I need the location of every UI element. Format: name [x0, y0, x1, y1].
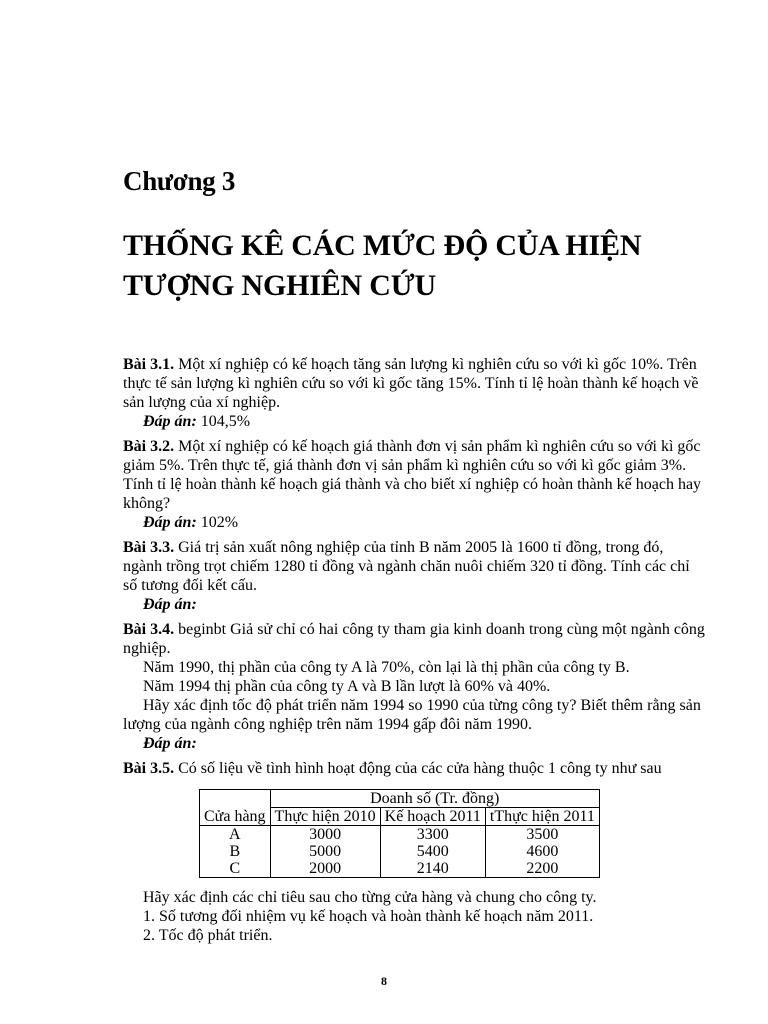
table-cell: B: [200, 843, 271, 860]
answer-label: Đáp án:: [143, 514, 197, 531]
chapter-title: [123, 226, 641, 306]
exercise-line: Năm 1994 thị phần của công ty A và B lần lượt là 60% và 40%.: [143, 678, 551, 695]
exercise-heading: Bài 3.5.: [123, 760, 175, 777]
exercise-3-5: [123, 759, 705, 945]
exercise-line: 2. Tốc độ phát triển.: [143, 927, 273, 944]
exercise-questions: [123, 888, 705, 945]
exercise-line: Năm 1990, thị phần của công ty A là 70%, còn lại là thị phần của công ty B.: [143, 659, 630, 676]
table-cell: 3000: [270, 826, 380, 844]
answer-value: 104,5%: [200, 413, 251, 430]
exercise-line: Hãy xác định các chỉ tiêu sau cho từng cửa hàng và chung cho công ty.: [143, 889, 597, 906]
exercise-list: [123, 355, 705, 951]
table-header-cell: Thực hiện 2010: [270, 808, 380, 826]
table-cell: 5400: [380, 843, 485, 860]
table-cell: 2000: [270, 860, 380, 878]
table-cell: 4600: [485, 843, 599, 860]
exercise-text: Một xí nghiệp có kế hoạch tăng sản lượng kì nghiên cứu so với kì gốc 10%. Trên thực tế sản lượng kì nghiên cứu so với kì gốc tăng 15%. Tính tỉ lệ hoàn thành kế hoạch về sản lượng của xí nghiệp.: [123, 356, 699, 411]
exercise-3-1: [123, 355, 705, 431]
answer-label: Đáp án:: [143, 596, 197, 613]
table-row: [200, 826, 600, 844]
exercise-heading: Bài 3.1.: [123, 356, 175, 373]
table-cell: A: [200, 826, 271, 844]
table-cell: 5000: [270, 843, 380, 860]
table-header-store: Cửa hàng: [200, 790, 271, 826]
table-row: [200, 843, 600, 860]
exercise-line: Hãy xác định tốc độ phát triển năm 1994 so 1990 của từng công ty? Biết thêm rằng sản lượng của ngành công nghiệp trên năm 1994 gấp đôi năm 1990.: [123, 697, 701, 733]
page-number: 8: [381, 974, 387, 988]
table-header-cell: Kế hoạch 2011: [380, 808, 485, 826]
answer-line: [123, 412, 705, 431]
table-cell: C: [200, 860, 271, 878]
table-row: [200, 860, 600, 878]
exercise-text: Giá trị sản xuất nông nghiệp của tỉnh B năm 2005 là 1600 tỉ đồng, trong đó, ngành trồng trọt chiếm 1280 tỉ đồng và ngành chăn nuôi chiếm 320 tỉ đồng. Tính các chỉ số tương đối kết cấu.: [123, 539, 690, 594]
exercise-heading: Bài 3.2.: [123, 438, 175, 455]
exercise-3-2: [123, 437, 705, 532]
table-header-group: Doanh số (Tr. đồng): [270, 790, 599, 808]
table-cell: 3300: [380, 826, 485, 844]
chapter-label: Chương 3: [123, 166, 236, 196]
table-header-cell: tThực hiện 2011: [485, 808, 599, 826]
answer-line: [123, 595, 705, 614]
exercise-3-4: [123, 620, 705, 753]
answer-line: [123, 513, 705, 532]
answer-value: 102%: [200, 514, 239, 531]
answer-line: [123, 734, 705, 753]
answer-label: Đáp án:: [143, 735, 197, 752]
exercise-text: beginbt Giả sử chỉ có hai công ty tham gia kinh doanh trong cùng một ngành công nghiệp.: [123, 621, 705, 657]
table-cell: 3500: [485, 826, 599, 844]
table-cell: 2200: [485, 860, 599, 878]
chapter-title-line: TƯỢNG NGHIÊN CỨU: [123, 269, 436, 302]
answer-label: Đáp án:: [143, 413, 197, 430]
chapter-title-line: THỐNG KÊ CÁC MỨC ĐỘ CỦA HIỆN: [123, 229, 642, 262]
exercise-line: 1. Số tương đối nhiệm vụ kế hoạch và hoàn thành kế hoạch năm 2011.: [143, 908, 594, 925]
sales-table: [199, 789, 600, 878]
exercise-text: Một xí nghiệp có kế hoạch giá thành đơn vị sản phẩm kì nghiên cứu so với kì gốc giảm 5%. Trên thực tế, giá thành đơn vị sản phẩm kì nghiên cứu so với kì gốc giảm 3%. Tính tỉ lệ hoàn thành kế hoạch giá thành và cho biết xí nghiệp có hoàn thành kế hoạch hay không?: [123, 438, 702, 512]
table-cell: 2140: [380, 860, 485, 878]
exercise-3-3: [123, 538, 705, 614]
exercise-heading: Bài 3.3.: [123, 539, 175, 556]
exercise-text: Có số liệu về tình hình hoạt động của các cửa hàng thuộc 1 công ty như sau: [178, 760, 662, 777]
exercise-heading: Bài 3.4.: [123, 621, 175, 638]
